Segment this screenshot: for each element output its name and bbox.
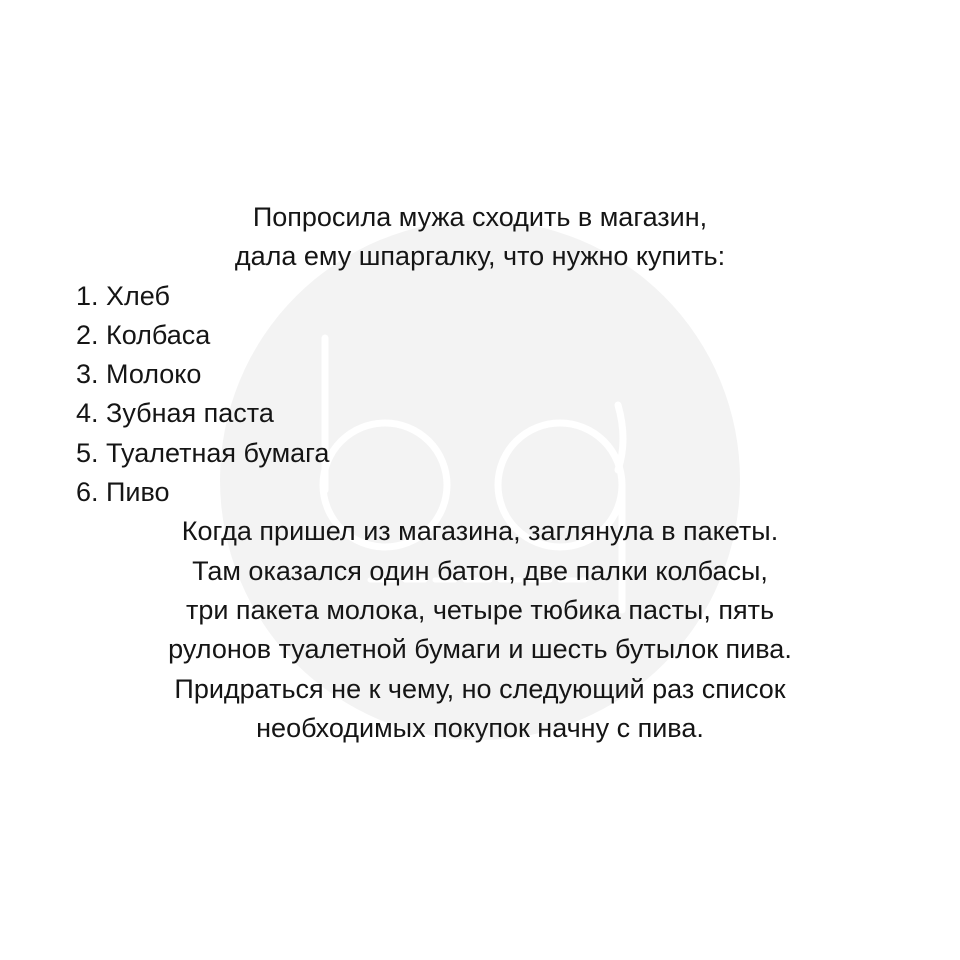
story-line: Когда пришел из магазина, заглянула в пакеты.: [181, 516, 779, 547]
story-line: рулонов туалетной бумаги и шесть бутылок пива.: [168, 634, 792, 665]
list-item: 4. Зубная паста: [76, 398, 274, 429]
story-line: необходимых покупок начну с пива.: [256, 712, 704, 743]
story-line: Придраться не к чему, но следующий раз список: [174, 673, 786, 704]
intro-line: Попросила мужа сходить в магазин,: [252, 202, 708, 232]
list-item: 1. Хлеб: [76, 280, 170, 311]
story-line: Там оказался один батон, две палки колбасы,: [192, 555, 768, 586]
story-line: три пакета молока, четыре тюбика пасты, пять: [185, 594, 775, 625]
shopping-list: [0, 277, 960, 513]
list-item: 3. Молоко: [76, 359, 202, 390]
list-item: 5. Туалетная бумага: [76, 437, 330, 468]
list-item: 2. Колбаса: [76, 319, 211, 350]
post-text: [0, 198, 960, 748]
intro-line: дала ему шпаргалку, что нужно купить:: [234, 241, 726, 272]
list-item: 6. Пиво: [76, 477, 170, 508]
